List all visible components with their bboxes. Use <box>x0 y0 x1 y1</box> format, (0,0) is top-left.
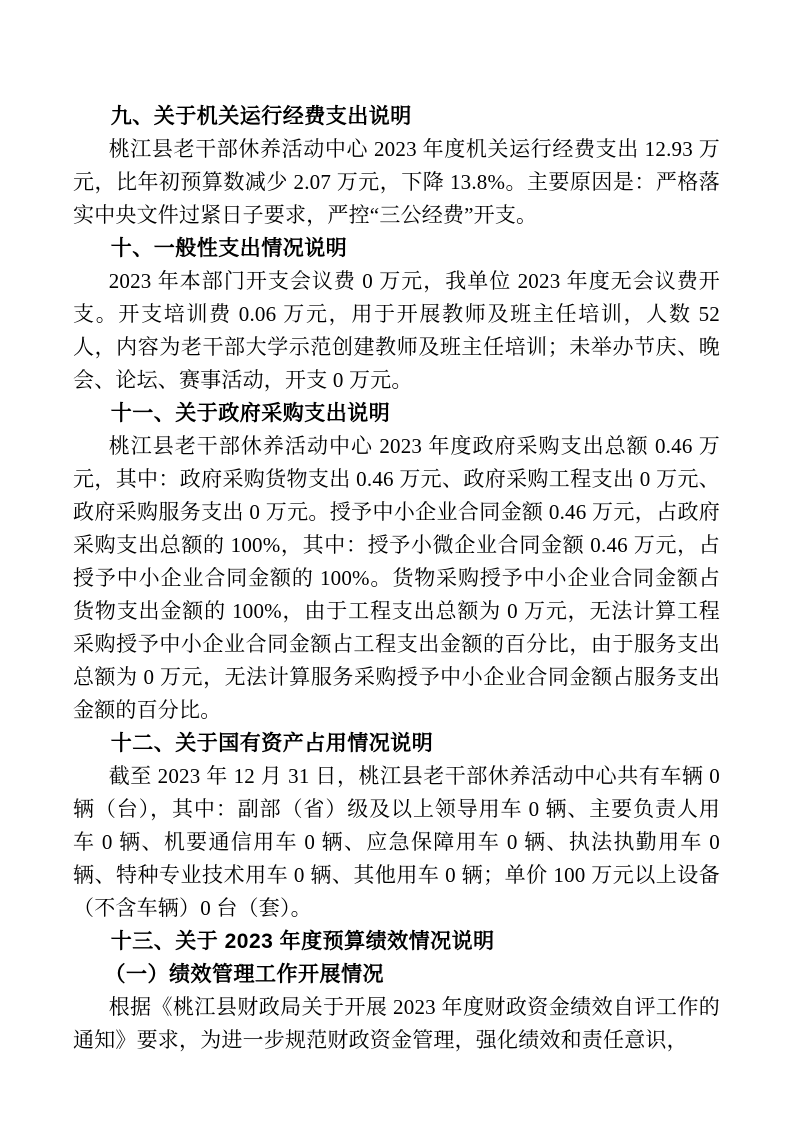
paragraph: 桃江县老干部休养活动中心 2023 年度政府采购支出总额 0.46 万元，其中：政府采购货物支出 0.46 万元、政府采购工程支出 0 万元、政府采购服务支出 0 万元。授予中小企业合同金额 0.46 万元，占政府采购支出总额的 100%，其中：授予小微企业合同金额 0.46 万元，占授予中小企业合同金额的 100%。货物采购授予中小企业合同金额占货物支出金额的 100%，由于工程支出总额为 0 万元，无法计算工程采购授予中小企业合同金额占工程支出金额的百分比，由于服务支出总额为 0 万元，无法计算服务采购授予中小企业合同金额占服务支出金额的百分比。 <box>73 434 720 722</box>
paragraph: 根据《桃江县财政局关于开展 2023 年度财政资金绩效自评工作的通知》要求，为进一步规范财政资金管理，强化绩效和责任意识， <box>73 995 720 1052</box>
section-heading: 十一、关于政府采购支出说明 <box>110 402 391 425</box>
section-heading: 十二、关于国有资产占用情况说明 <box>110 732 434 755</box>
paragraph: 2023 年本部门开支会议费 0 万元，我单位 2023 年度无会议费开支。开支培训费 0.06 万元，用于开展教师及班主任培训，人数 52 人，内容为老干部大学示范创建教师及班主任培训；未举办节庆、晚会、论坛、赛事活动，开支 0 万元。 <box>73 269 720 392</box>
section-heading: 十、一般性支出情况说明 <box>110 237 348 260</box>
section-subheading: （一）绩效管理工作开展情况 <box>104 963 384 986</box>
section-heading: 十三、关于 2023 年度预算绩效情况说明 <box>110 930 495 953</box>
paragraph: 截至 2023 年 12 月 31 日，桃江县老干部休养活动中心共有车辆 0 辆（台），其中：副部（省）级及以上领导用车 0 辆、主要负责人用车 0 辆、机要通信用车 0 辆、应急保障用车 0 辆、执法执勤用车 0 辆、特种专业技术用车 0 辆、其他用车 0 辆；单价 100 万元以上设备（不含车辆）0 台（套）。 <box>73 764 720 920</box>
document-body <box>73 100 720 1057</box>
section-state-owned-assets <box>73 727 720 925</box>
section-government-procurement <box>73 397 720 727</box>
section-agency-operating-expense <box>73 100 720 232</box>
section-general-expense <box>73 232 720 397</box>
paragraph: 桃江县老干部休养活动中心 2023 年度机关运行经费支出 12.93 万元，比年初预算数减少 2.07 万元，下降 13.8%。主要原因是：严格落实中央文件过紧日子要求，严控“三公经费”开支。 <box>73 137 720 227</box>
section-heading: 九、关于机关运行经费支出说明 <box>110 105 412 128</box>
section-budget-performance <box>73 925 720 1057</box>
